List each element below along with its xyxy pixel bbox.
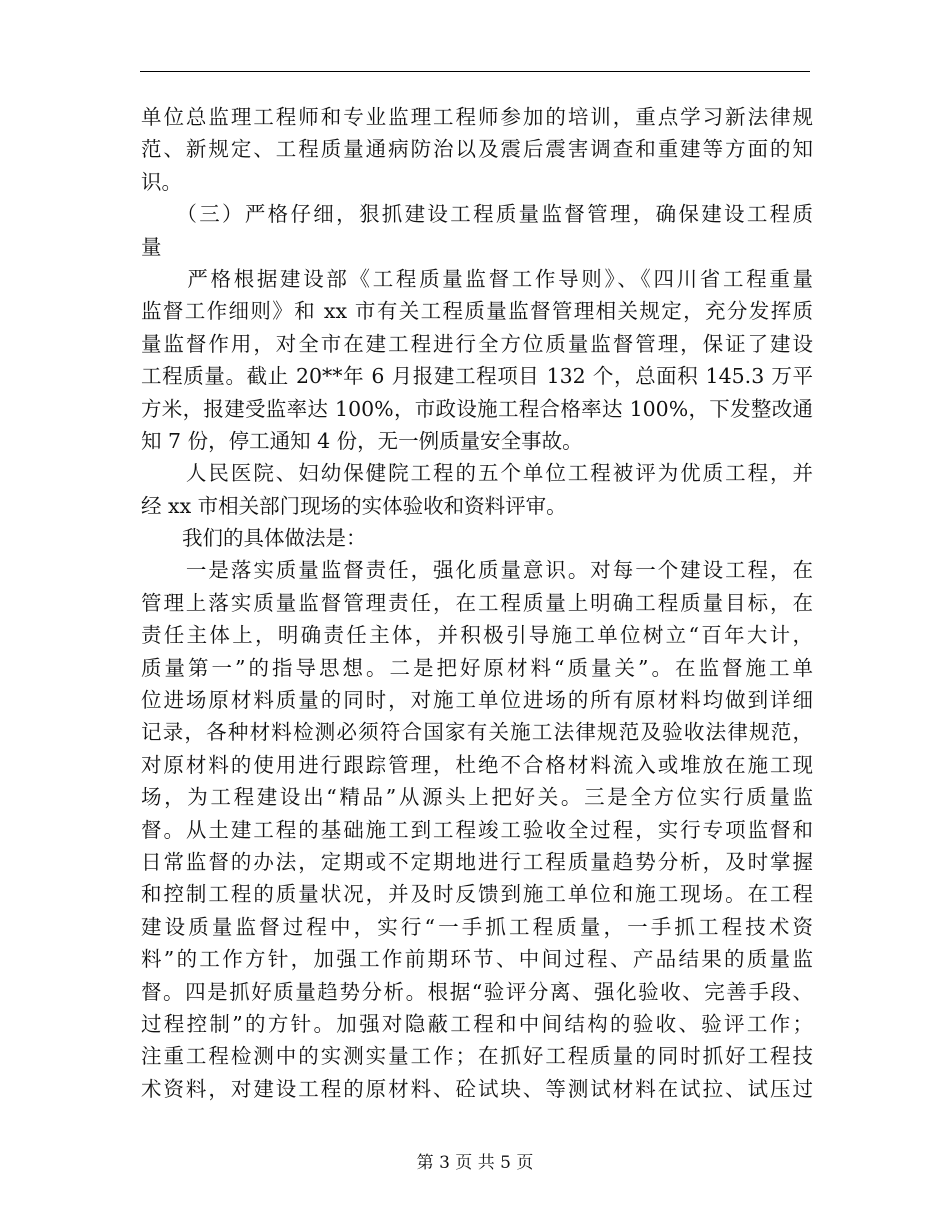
text-line: 术资料，对建设工程的原材料、砼试块、等测试材料在试拉、试压过 [141, 1076, 813, 1101]
text-line: 量 [141, 234, 162, 259]
text-line: 一是落实质量监督责任，强化质量意识。对每一个建设工程，在 [141, 558, 813, 583]
text-line: 记录，各种材料检测必须符合国家有关施工法律规范及验收法律规范， [141, 720, 813, 745]
text-line: 工程质量。截止 20**年 6 月报建工程项目 132 个，总面积 145.3 万平 [141, 364, 813, 389]
body-text [141, 101, 813, 1105]
text-line: 方米，报建受监率达 100%，市政设施工程合格率达 100%，下发整改通 [141, 396, 813, 421]
text-line: 量监督作用，对全市在建工程进行全方位质量监督管理，保证了建设 [141, 331, 813, 356]
text-line: 和控制工程的质量状况，并及时反馈到施工单位和施工现场。在工程 [141, 882, 813, 907]
text-line: 我们的具体做法是： [141, 526, 367, 551]
text-line: 督。四是抓好质量趋势分析。根据“验评分离、强化验收、完善手段、 [141, 979, 813, 1004]
text-line: 督。从土建工程的基础施工到工程竣工验收全过程，实行专项监督和 [141, 817, 813, 842]
text-line: 单位总监理工程师和专业监理工程师参加的培训，重点学习新法律规 [141, 105, 813, 129]
text-line: 严格根据建设部《工程质量监督工作导则》、《四川省工程重量 [141, 266, 813, 291]
text-line: 人民医院、妇幼保健院工程的五个单位工程被评为优质工程，并 [141, 461, 813, 486]
text-line: 范、新规定、工程质量通病防治以及震后震害调查和重建等方面的知 [141, 137, 813, 162]
text-line: 对原材料的使用进行跟踪管理，杜绝不合格材料流入或堆放在施工现 [141, 752, 813, 777]
text-line: 料”的工作方针，加强工作前期环节、中间过程、产品结果的质量监 [141, 947, 813, 972]
text-line: 建设质量监督过程中，实行“一手抓工程质量，一手抓工程技术资 [141, 914, 813, 939]
text-line: 责任主体上，明确责任主体，并积极引导施工单位树立“百年大计， [141, 623, 813, 648]
text-line: 位进场原材料质量的同时，对施工单位进场的所有原材料均做到详细 [141, 688, 813, 713]
text-line: 识。 [141, 169, 182, 194]
text-line: 日常监督的办法，定期或不定期地进行工程质量趋势分析，及时掌握 [141, 849, 813, 874]
text-line: 质量第一”的指导思想。二是把好原材料“质量关”。在监督施工单 [141, 655, 813, 680]
text-line: 经 xx 市相关部门现场的实体验收和资料评审。 [141, 493, 567, 518]
text-line: 知 7 份，停工通知 4 份，无一例质量安全事故。 [141, 428, 583, 453]
page-footer: 第 3 页 共 5 页 [416, 1153, 534, 1173]
text-line: 管理上落实质量监督管理责任，在工程质量上明确工程质量目标，在 [141, 590, 813, 615]
text-line: 监督工作细则》和 xx 市有关工程质量监督管理相关规定，充分发挥质 [141, 299, 813, 324]
text-line: 场，为工程建设出“精品”从源头上把好关。三是全方位实行质量监 [141, 785, 813, 810]
text-line: （三）严格仔细，狠抓建设工程质量监督管理，确保建设工程质 [141, 202, 813, 227]
text-line: 过程控制”的方针。加强对隐蔽工程和中间结构的验收、验评工作； [141, 1011, 813, 1036]
header-rule [140, 71, 810, 72]
text-line: 注重工程检测中的实测实量工作；在抓好工程质量的同时抓好工程技 [141, 1044, 813, 1069]
